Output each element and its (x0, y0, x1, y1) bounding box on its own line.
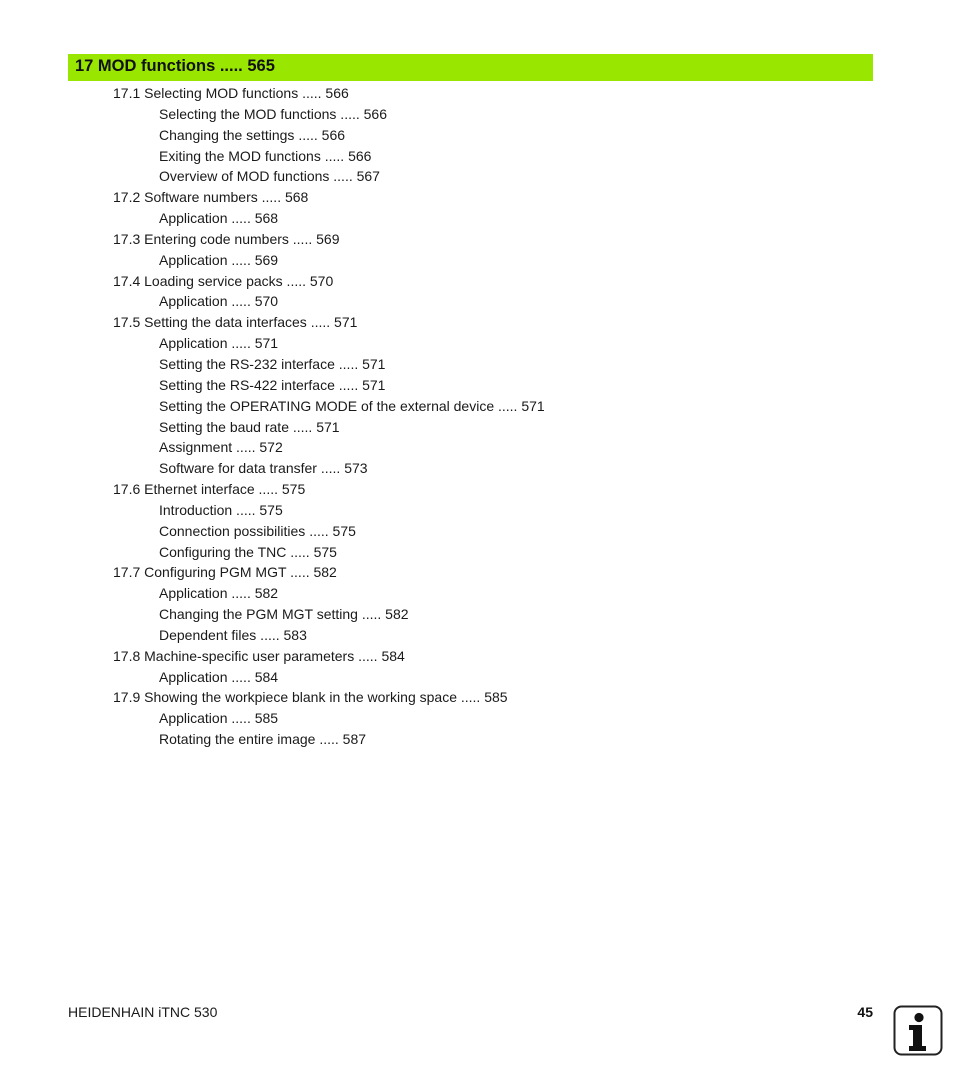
toc-section-entry[interactable]: 17.7 Configuring PGM MGT ..... 582 (113, 564, 337, 581)
toc-section-entry[interactable]: 17.1 Selecting MOD functions ..... 566 (113, 85, 349, 101)
toc-subsection-entry[interactable]: Application ..... 584 (159, 668, 279, 685)
chapter-heading-bar (68, 54, 873, 81)
toc-subsection-entry[interactable]: Setting the OPERATING MODE of the external device ..... 571 (159, 397, 545, 414)
toc-section-entry[interactable]: 17.9 Showing the workpiece blank in the working space ..... 585 (113, 689, 508, 706)
chapter-title[interactable]: 17 MOD functions ..... 565 (75, 57, 275, 75)
toc-subsection-entry[interactable]: Changing the PGM MGT setting ..... 582 (159, 606, 409, 623)
toc-section-entry[interactable]: 17.5 Setting the data interfaces ..... 571 (113, 314, 358, 331)
toc-subsection-entry[interactable]: Changing the settings ..... 566 (159, 126, 346, 143)
toc-subsection-entry[interactable]: Application ..... 571 (159, 335, 279, 352)
toc-subsection-entry[interactable]: Application ..... 568 (159, 210, 279, 227)
toc-section-entry[interactable]: 17.8 Machine-specific user parameters ..... 584 (113, 647, 405, 664)
toc-subsection-entry[interactable]: Setting the baud rate ..... 571 (159, 418, 340, 435)
toc-subsection-entry[interactable]: Setting the RS-232 interface ..... 571 (159, 355, 386, 372)
toc-subsection-entry[interactable]: Connection possibilities ..... 575 (159, 522, 356, 539)
toc-subsection-entry[interactable]: Introduction ..... 575 (159, 501, 283, 518)
toc-subsection-entry[interactable]: Dependent files ..... 583 (159, 626, 307, 643)
toc-subsection-entry[interactable]: Selecting the MOD functions ..... 566 (159, 105, 388, 122)
toc-subsection-entry[interactable]: Assignment ..... 572 (159, 439, 283, 456)
toc-subsection-entry[interactable]: Overview of MOD functions ..... 567 (159, 168, 380, 185)
toc-subsection-entry[interactable]: Rotating the entire image ..... 587 (159, 731, 367, 748)
toc-section-entry[interactable]: 17.4 Loading service packs ..... 570 (113, 272, 334, 289)
toc-subsection-entry[interactable]: Application ..... 582 (159, 585, 279, 602)
toc-section-entry[interactable]: 17.3 Entering code numbers ..... 569 (113, 230, 340, 247)
info-icon (893, 1005, 943, 1056)
toc-subsection-entry[interactable]: Application ..... 569 (159, 251, 279, 268)
toc-section-entry[interactable]: 17.6 Ethernet interface ..... 575 (113, 481, 306, 498)
toc-subsection-entry[interactable]: Configuring the TNC ..... 575 (159, 543, 337, 560)
toc-subsection-entry[interactable]: Application ..... 570 (159, 293, 279, 310)
toc-subsection-entry[interactable]: Application ..... 585 (159, 710, 279, 727)
toc-subsection-entry[interactable]: Software for data transfer ..... 573 (159, 460, 368, 477)
table-of-contents (0, 83, 954, 750)
toc-subsection-entry[interactable]: Setting the RS-422 interface ..... 571 (159, 376, 386, 393)
footer-product-name: HEIDENHAIN iTNC 530 (68, 1004, 218, 1020)
toc-section-entry[interactable]: 17.2 Software numbers ..... 568 (113, 189, 309, 206)
toc-subsection-entry[interactable]: Exiting the MOD functions ..... 566 (159, 147, 372, 164)
page-number: 45 (857, 1004, 873, 1020)
